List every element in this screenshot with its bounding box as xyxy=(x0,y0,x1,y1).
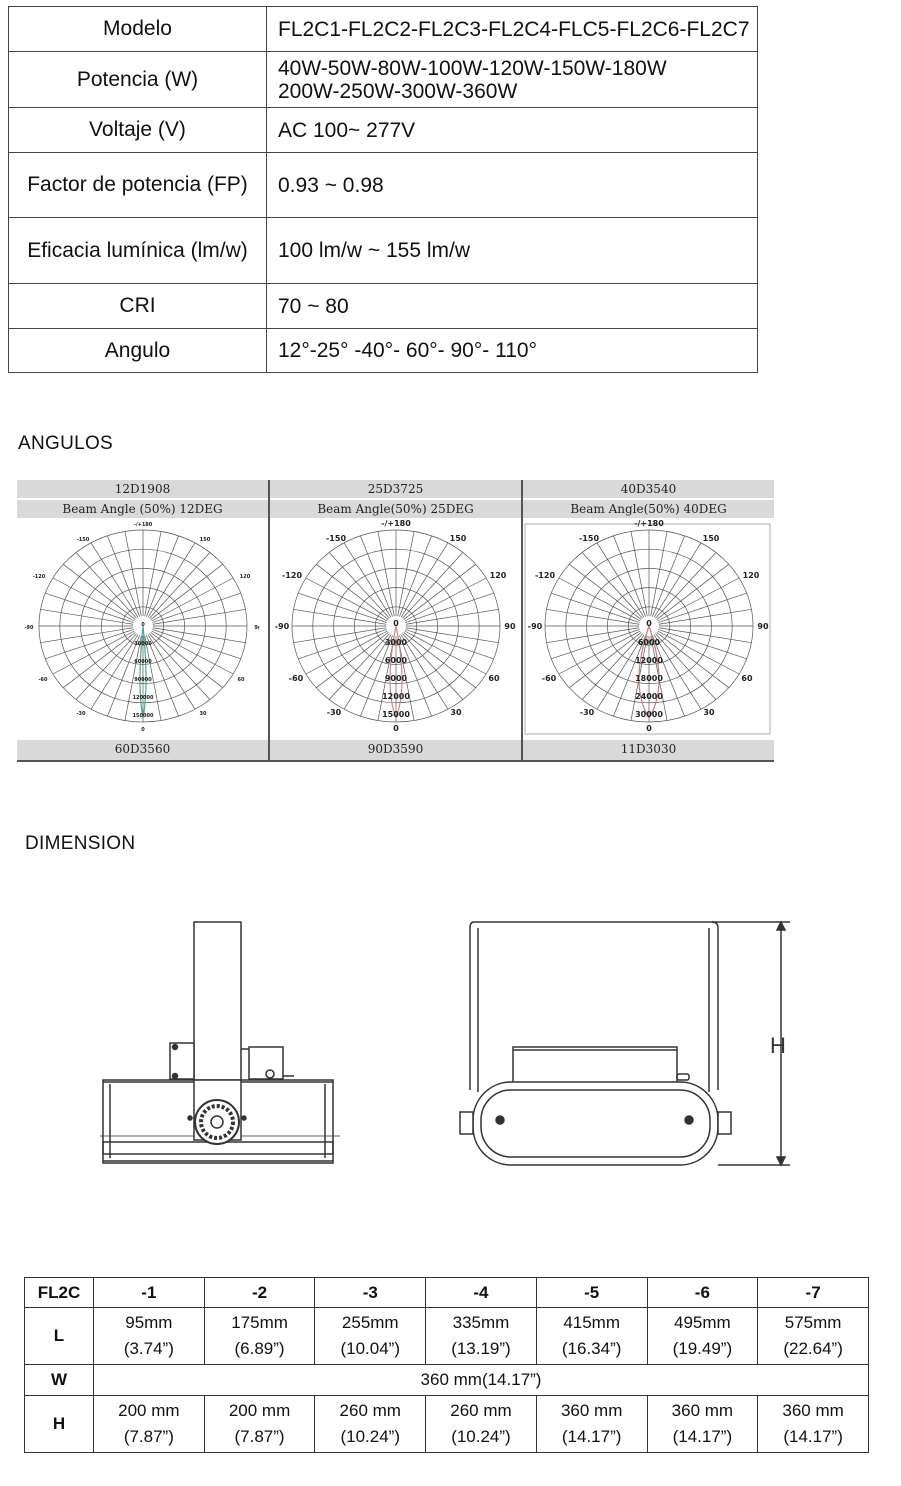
polar-center-label: 0 xyxy=(393,619,399,628)
panel-code: 12D1908 xyxy=(17,480,268,498)
dim-mm: 360 mm xyxy=(782,1401,844,1420)
dim-col-header: -4 xyxy=(426,1278,537,1308)
spec-label: Voltaje (V) xyxy=(9,108,267,153)
polar-angle-label: -120 xyxy=(32,574,46,580)
polar-center-label: 0 xyxy=(646,619,652,628)
dim-cell xyxy=(94,1396,205,1453)
polar-angle-label: 60 xyxy=(488,674,500,683)
panel-beam-label: Beam Angle(50%) 25DEG xyxy=(270,500,521,518)
dim-mm: 495mm xyxy=(674,1313,731,1332)
polar-angle-label: -60 xyxy=(38,677,48,683)
dim-cell xyxy=(204,1396,315,1453)
dim-cell-w: 360 mm(14.17”) xyxy=(94,1365,869,1396)
polar-spoke xyxy=(651,531,667,616)
polar-angle-label: -30 xyxy=(326,708,342,717)
polar-ring-value: 90000 xyxy=(134,677,152,683)
dim-mm: 175mm xyxy=(231,1313,288,1332)
polar-angle-label: 150 xyxy=(449,534,467,543)
polar-angle-label: 60 xyxy=(237,677,245,683)
spec-value: 12°-25° -40°- 60°- 90°- 110° xyxy=(267,329,758,373)
dim-col-header: -6 xyxy=(647,1278,758,1308)
dim-mm: 95mm xyxy=(125,1313,173,1332)
dim-inch: (14.17”) xyxy=(561,1427,622,1446)
spec-row-eficacia xyxy=(9,218,758,284)
polar-spoke xyxy=(41,628,134,643)
dim-inch: (19.49”) xyxy=(672,1339,733,1358)
polar-spoke xyxy=(294,628,387,643)
polar-spoke xyxy=(547,628,640,643)
spec-row-voltaje xyxy=(9,108,758,153)
dim-inch: (10.24”) xyxy=(340,1427,401,1446)
polar-ring-value: 24000 xyxy=(635,692,663,701)
dim-cell xyxy=(315,1396,426,1453)
polar-angle-label: -120 xyxy=(534,571,556,580)
polar-angle-label: -/+180 xyxy=(381,519,411,528)
panel-code-bottom: 11D3030 xyxy=(523,740,774,762)
polar-ring-value: 30000 xyxy=(635,710,663,719)
polar-bottom-label: 0 xyxy=(646,724,652,733)
spec-value: 40W-50W-80W-100W-120W-150W-180W 200W-250W-300W-360W xyxy=(267,52,758,108)
dim-inch: (13.19”) xyxy=(451,1339,511,1358)
dim-corner: FL2C xyxy=(25,1278,94,1308)
polar-spoke xyxy=(153,609,246,624)
dim-inch: (3.74”) xyxy=(123,1339,174,1358)
spec-label: Modelo xyxy=(9,7,267,52)
spec-row-potencia xyxy=(9,52,758,108)
polar-spoke xyxy=(153,628,246,643)
polar-spoke xyxy=(378,531,394,616)
polar-spoke xyxy=(145,531,161,616)
panel-code-bottom: 90D3590 xyxy=(270,740,521,762)
dimension-drawings xyxy=(0,900,901,1175)
polar-angle-label: -60 xyxy=(288,674,304,683)
polar-angle-label: -30 xyxy=(76,711,86,717)
polar-angle-label: -90 xyxy=(527,622,543,631)
polar-ring-value: 15000 xyxy=(382,710,410,719)
polar-ring-value: 6000 xyxy=(384,656,408,665)
polar-diagram-40deg xyxy=(523,519,774,738)
polar-angle-label: -90 xyxy=(24,625,34,631)
dim-mm: 415mm xyxy=(563,1313,620,1332)
dim-inch: (7.87”) xyxy=(123,1427,174,1446)
polar-angle-label: -/+180 xyxy=(133,522,153,528)
dimension-table xyxy=(24,1277,869,1453)
dim-inch: (7.87”) xyxy=(234,1427,285,1446)
polar-center-label: 0 xyxy=(141,622,145,628)
angulos-grid xyxy=(17,480,774,762)
dim-cell xyxy=(758,1308,869,1365)
polar-angle-label: 150 xyxy=(702,534,720,543)
polar-angle-label: 90 xyxy=(504,622,516,631)
polar-spoke xyxy=(547,609,640,624)
polar-spoke xyxy=(659,628,752,643)
polar-bottom-label: 0 xyxy=(393,724,399,733)
spec-value: 70 ~ 80 xyxy=(267,284,758,329)
angulos-heading: ANGULOS xyxy=(18,433,114,454)
polar-angle-label: 120 xyxy=(239,574,251,580)
polar-ring-value: 3000 xyxy=(384,638,408,647)
spec-row-modelo xyxy=(9,7,758,52)
spec-label: Potencia (W) xyxy=(9,52,267,108)
spec-value: FL2C1-FL2C2-FL2C3-FL2C4-FLC5-FL2C6-FL2C7 xyxy=(267,7,758,52)
polar-ring-value: 18000 xyxy=(635,674,663,683)
dim-cell xyxy=(536,1396,647,1453)
polar-spoke xyxy=(125,531,141,616)
spec-label: Angulo xyxy=(9,329,267,373)
panel-code: 40D3540 xyxy=(523,480,774,498)
spec-row-angulo xyxy=(9,329,758,373)
spec-value: 100 lm/w ~ 155 lm/w xyxy=(267,218,758,284)
dim-cell xyxy=(426,1396,537,1453)
dim-mm: 260 mm xyxy=(339,1401,401,1420)
dim-col-header: -2 xyxy=(204,1278,315,1308)
polar-angle-label: -120 xyxy=(281,571,303,580)
polar-ring-value: 150000 xyxy=(132,713,154,719)
polar-angle-label: -/+180 xyxy=(634,519,664,528)
front-view-drawing xyxy=(460,922,790,1165)
dim-cell xyxy=(315,1308,426,1365)
polar-angle-label: 9ı xyxy=(254,625,260,631)
polar-diagram-25deg xyxy=(270,519,521,738)
polar-spoke xyxy=(659,609,752,624)
polar-angle-label: -150 xyxy=(76,537,90,543)
spec-row-factor xyxy=(9,153,758,218)
dim-inch: (16.34”) xyxy=(561,1339,622,1358)
polar-angle-label: 120 xyxy=(742,571,760,580)
polar-angle-label: -90 xyxy=(274,622,290,631)
polar-angle-label: 30 xyxy=(703,708,715,717)
dim-cell xyxy=(426,1308,537,1365)
polar-spoke xyxy=(631,531,647,616)
dim-cell xyxy=(536,1308,647,1365)
polar-angle-label: 30 xyxy=(450,708,462,717)
dim-cell xyxy=(647,1308,758,1365)
dim-mm: 200 mm xyxy=(118,1401,180,1420)
dim-cell xyxy=(647,1396,758,1453)
polar-angle-label: 60 xyxy=(741,674,753,683)
polar-ring-value: 12000 xyxy=(635,656,663,665)
dimension-heading: DIMENSION xyxy=(25,833,136,854)
dim-col-header: -3 xyxy=(315,1278,426,1308)
polar-bottom-label: 0 xyxy=(141,727,145,733)
spec-row-cri xyxy=(9,284,758,329)
spec-label: CRI xyxy=(9,284,267,329)
panel-code-bottom: 60D3560 xyxy=(17,740,268,762)
dim-mm: 360 mm xyxy=(671,1401,734,1420)
polar-spoke xyxy=(406,609,499,624)
dim-col-header: -7 xyxy=(758,1278,869,1308)
dim-row-h xyxy=(25,1396,869,1453)
polar-diagram-12deg xyxy=(17,519,268,738)
h-dimension-label: H xyxy=(770,1033,786,1058)
side-view-drawing xyxy=(100,922,340,1163)
polar-angle-label: 90 xyxy=(757,622,769,631)
dim-inch: (6.89”) xyxy=(234,1339,285,1358)
polar-angle-label: -60 xyxy=(541,674,557,683)
dim-row-l xyxy=(25,1308,869,1365)
polar-angle-label: 30 xyxy=(199,711,207,717)
spec-label: Factor de potencia (FP) xyxy=(9,153,267,218)
dim-inch: (10.24”) xyxy=(451,1427,511,1446)
polar-ring-value: 12000 xyxy=(382,692,410,701)
dim-row-label: W xyxy=(25,1365,94,1396)
polar-ring-value: 30000 xyxy=(134,641,152,647)
spec-table xyxy=(8,6,758,373)
dim-mm: 575mm xyxy=(784,1313,842,1332)
dim-inch: (14.17”) xyxy=(672,1427,733,1446)
dim-cell xyxy=(758,1396,869,1453)
polar-angle-label: 150 xyxy=(199,537,211,543)
spec-value: AC 100~ 277V xyxy=(267,108,758,153)
dim-mm: 360 mm xyxy=(560,1401,623,1420)
dim-row-label: H xyxy=(25,1396,94,1453)
dim-inch: (22.64”) xyxy=(783,1339,843,1358)
dim-mm: 260 mm xyxy=(450,1401,512,1420)
dim-row-w xyxy=(25,1365,869,1396)
dim-row-label: L xyxy=(25,1308,94,1365)
dim-inch: (14.17”) xyxy=(783,1427,843,1446)
polar-angle-label: -30 xyxy=(579,708,595,717)
polar-ring-value: 120000 xyxy=(132,695,154,701)
polar-angle-label: -150 xyxy=(325,534,347,543)
spec-label: Eficacia lumínica (lm/w) xyxy=(9,218,267,284)
dim-col-header: -5 xyxy=(536,1278,647,1308)
dim-cell xyxy=(204,1308,315,1365)
panel-beam-label: Beam Angle (50%) 12DEG xyxy=(17,500,268,518)
dim-mm: 200 mm xyxy=(228,1401,291,1420)
spec-value: 0.93 ~ 0.98 xyxy=(267,153,758,218)
polar-spoke xyxy=(294,609,387,624)
dim-col-header: -1 xyxy=(94,1278,205,1308)
polar-ring-value: 6000 xyxy=(637,638,661,647)
dim-header-row xyxy=(25,1278,869,1308)
polar-ring-value: 60000 xyxy=(134,659,152,665)
polar-spoke xyxy=(41,609,134,624)
panel-beam-label: Beam Angle(50%) 40DEG xyxy=(523,500,774,518)
polar-spoke xyxy=(406,628,499,643)
dim-mm: 255mm xyxy=(341,1313,399,1332)
dim-mm: 335mm xyxy=(452,1313,510,1332)
polar-angle-label: -150 xyxy=(578,534,600,543)
dim-cell xyxy=(94,1308,205,1365)
polar-angle-label: 120 xyxy=(489,571,507,580)
dim-inch: (10.04”) xyxy=(340,1339,401,1358)
polar-ring-value: 9000 xyxy=(384,674,408,683)
polar-spoke xyxy=(398,531,414,616)
panel-code: 25D3725 xyxy=(270,480,521,498)
